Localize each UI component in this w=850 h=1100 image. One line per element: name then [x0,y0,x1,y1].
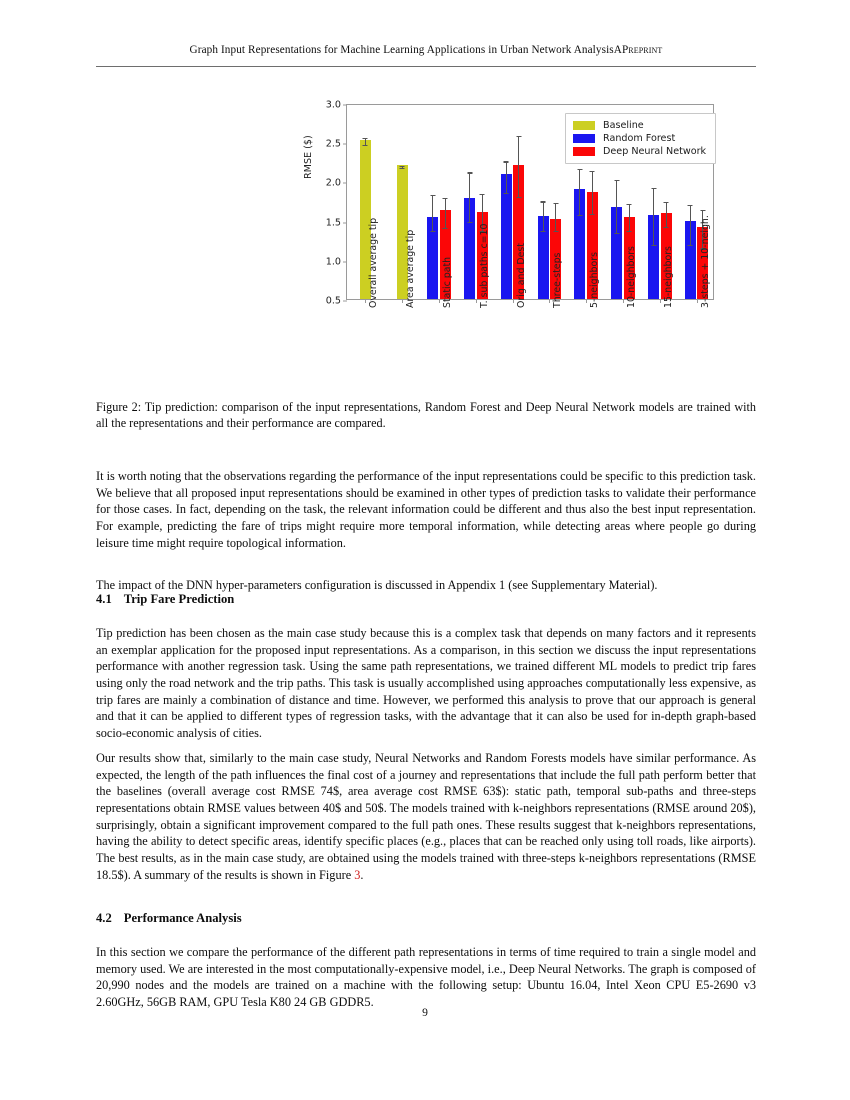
running-header-preprint: Preprint [621,44,663,56]
error-bar-cap [363,145,368,146]
error-bar-cap [627,231,632,232]
error-bar-cap [443,198,448,199]
error-bar-cap [443,228,448,229]
x-tick-label: Three-steps [552,252,564,308]
error-bar-cap [651,188,656,189]
error-bar [432,195,433,231]
y-axis-label: RMSE ($) [303,135,314,179]
error-bar-cap [688,205,693,206]
legend-label-random-forest: Random Forest [603,133,676,144]
error-bar-cap [577,215,582,216]
page-number: 9 [422,1006,428,1019]
section-title-4-1: Trip Fare Prediction [123,592,235,606]
error-bar [690,205,691,245]
paragraph-4 [96,750,756,883]
x-tick-mark [586,299,587,303]
section-heading-4-2 [96,911,756,926]
legend-item [573,132,706,145]
error-bar [445,198,446,229]
error-bar-cap [614,180,619,181]
y-tick-label: 1.0 [325,256,341,268]
y-tick-label: 0.5 [325,295,341,307]
error-bar [506,161,507,192]
error-bar [518,136,519,197]
error-bar-cap [467,222,472,223]
paragraph-4-text-b: . [360,867,364,882]
error-bar-cap [504,193,509,194]
x-tick-mark [660,299,661,303]
error-bar-cap [553,231,558,232]
error-bar-cap [614,233,619,234]
error-bar-cap [553,203,558,204]
section-heading-4-1 [96,592,756,607]
figure-2 [96,92,756,392]
error-bar [543,201,544,231]
x-tick-mark [476,299,477,303]
x-tick-label: Orig and Dest [515,243,527,308]
error-bar-cap [664,227,669,228]
chart-legend [565,113,716,164]
y-tick-label: 2.0 [325,177,341,189]
error-bar-cap [516,197,521,198]
section-title-4-2: Performance Analysis [123,911,242,925]
paragraph-2: The impact of the DNN hyper-parameters configuration is discussed in Appendix 1 (see Supplementary Material). [96,578,658,592]
error-bar-cap [627,204,632,205]
legend-item [573,119,706,132]
error-bar-cap [516,136,521,137]
x-tick-label: 5-neighbors [589,252,601,308]
error-bar-cap [651,245,656,246]
error-bar [616,180,617,233]
y-tick-label: 1.5 [325,217,341,229]
x-tick-label: 15-neighbors [662,246,674,308]
error-bar-cap [504,161,509,162]
section-number-4-2: 4.2 [96,911,112,925]
x-tick-mark [439,299,440,303]
y-tick-label: 3.0 [325,99,341,111]
error-bar-cap [700,210,705,211]
x-tick-mark [549,299,550,303]
x-tick-label: 3-steps + 10-neigh. [699,215,711,308]
error-bar-cap [467,172,472,173]
error-bar [555,203,556,231]
x-tick-label: Area average tip [405,229,417,308]
chart-plot-area [303,99,714,307]
legend-item [573,145,706,158]
error-bar-cap [480,194,485,195]
error-bar-cap [664,202,669,203]
x-tick-label: Overall average tip [368,217,380,308]
error-bar-cap [363,138,368,139]
x-tick-mark [623,299,624,303]
running-header [96,44,756,56]
error-bar [579,169,580,215]
y-tick-label: 2.5 [325,138,341,150]
error-bar [666,202,667,227]
error-bar-cap [590,171,595,172]
error-bar-cap [688,245,693,246]
x-tick-label: T. sub paths c=10 [478,223,490,308]
bar-chart [96,92,756,392]
x-tick-mark [402,299,403,303]
error-bar-cap [430,231,435,232]
x-tick-mark [365,299,366,303]
error-bar [592,171,593,214]
error-bar-cap [430,195,435,196]
error-bar-cap [590,214,595,215]
error-bar-cap [577,169,582,170]
y-tick-mark [343,301,347,302]
paragraph-5: In this section we compare the performance of the different path representations in terms of time required to train a single model and memory used. We are interested in the most computationally-expensive model, i.e., Deep Neural Networks. The graph is composed of 20,990 nodes and the models are trained on a machine with the following setup: Ubuntu 16.04, Intel Xeon CPU E5-2690 v3 2.60GHz, 56GB RAM, GPU Tesla K80 24 GB GDDR5. [96,945,756,1009]
error-bar [629,204,630,231]
paragraph-3: Tip prediction has been chosen as the main case study because this is a complex task that depends on many factors and it represents an exemplar application for the proposed input representations. As a comparison, in this section we discuss the input representations performance with another regression task. Using the same path representations, we trained different ML models to predict trip fares using only the road network and the trip paths. This task is usually accomplished using approaches computationally less expensive, as trip fares are mainly a combination of distance and time. However, we performed this analysis to prove that our approach is general and that it can be applied to different types of regression tasks, with the advantage that it can also be used for in-depth graph-based socio-economic analysis of cities. [96,626,756,740]
legend-swatch-random-forest [573,134,595,143]
legend-label-baseline: Baseline [603,120,644,131]
error-bar-cap [541,231,546,232]
legend-swatch-dnn [573,147,595,156]
x-tick-label: Static path [442,256,453,308]
x-tick-label: 10-neighbors [626,246,637,308]
legend-swatch-baseline [573,121,595,130]
running-header-tail-a: A [613,44,622,56]
error-bar [469,172,470,221]
running-header-title: Graph Input Representations for Machine Learning Applications in Urban Network Analysis [189,44,614,56]
paragraph-1: It is worth noting that the observations regarding the performance of the input representations could be specific to this prediction task. We believe that all proposed input representations should be examined in other types of prediction tasks to validate their performance for those cases. In fact, depending on the task, the relevant information could be different and thus also the best input representation. For example, predicting the fare of trips might require more temporal information, while detecting areas where people go during leisure time might require topological information. [96,469,756,550]
paragraph-4-text-a: Our results show that, similarly to the main case study, Neural Networks and Random Forests models have similar performance. As expected, the length of the path influences the final cost of a journey and representations that include the full path perform better that the baselines (overall average cost RMSE 74$, area average cost RMSE 63$): static path, temporal sub-paths and three-steps representations obtain RMSE values between 40$ and 50$. The models trained with k-neighbors representations (RMSE around 20$), surprisingly, obtain a significant improvement compared to the full path ones. These results suggest that k-neighbors representations, having the ability to detect specific areas, identify specific places (e.g., places that can be reached only using toll roads, like airports). The best results, as in the main case study, are obtained using the models trained with three-steps k-neighbors representations (RMSE 18.5$). A summary of the results is shown in Figure [96,751,756,882]
figure-caption: Figure 2: Tip prediction: comparison of the input representations, Random Forest and Deep Neural Network models are trained with all the representations and their performance are compared. [96,400,756,430]
error-bar-cap [541,201,546,202]
error-bar [653,188,654,245]
header-divider [96,66,756,67]
x-tick-mark [697,299,698,303]
error-bar-cap [400,168,405,169]
x-tick-mark [513,299,514,303]
figure-reference-3[interactable]: 3 [354,867,361,882]
section-number-4-1: 4.1 [96,592,112,606]
legend-label-dnn: Deep Neural Network [603,146,707,157]
